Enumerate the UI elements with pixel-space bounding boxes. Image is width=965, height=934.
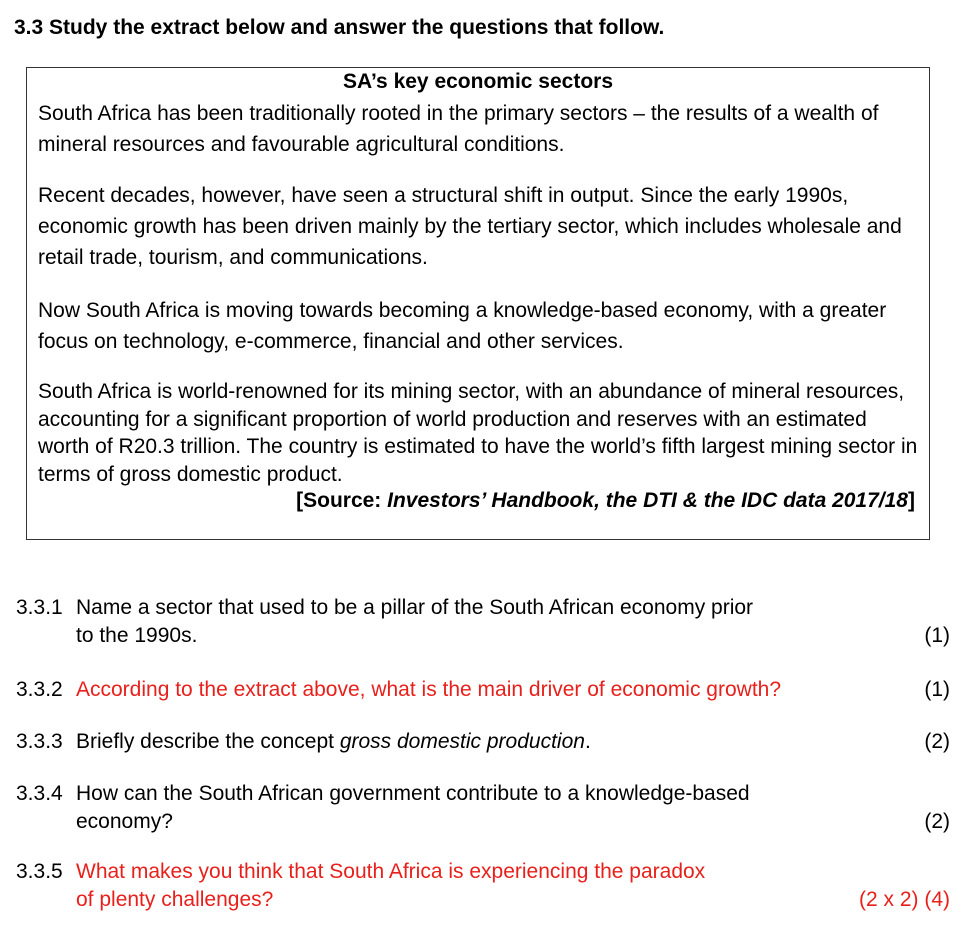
extract-source [296, 489, 915, 513]
question-text: How can the South African government contribute to a knowledge-based [76, 782, 750, 805]
question-text: According to the extract above, what is the main driver of economic growth? [76, 678, 782, 701]
source-title: Investors’ Handbook, the DTI & the IDC data 2017/18 [387, 489, 908, 512]
question-number: 3.3.2 [16, 678, 63, 701]
question-mark-allocation: (1) [924, 624, 950, 647]
extract-box [26, 67, 930, 540]
question-text: Name a sector that used to be a pillar of the South African economy prior [76, 596, 754, 619]
question-text: Briefly describe the concept [76, 730, 340, 753]
extract-paragraph-1: South Africa has been traditionally rooted in the primary sectors – the results of a wealth of mineral resources and favourable agricultural conditions. [38, 102, 879, 156]
question-number: 3.3.1 [16, 596, 63, 619]
question-3-3-2 [16, 676, 950, 704]
question-number: 3.3.5 [16, 860, 63, 883]
question-text-continued: of plenty challenges? [76, 888, 274, 911]
question-number: 3.3.3 [16, 730, 63, 753]
question-text-continued: to the 1990s. [76, 624, 198, 647]
question-3-3-5 [16, 858, 950, 914]
question-mark-allocation: (2) [924, 810, 950, 833]
extract-paragraph-4: South Africa is world-renowned for its mining sector, with an abundance of mineral resources, accounting for a significant proportion of world production and reserves with an estimated worth of R20.3 trillion. The country is estimated to have the world’s fifth largest mining sector in terms of gross domestic product. [38, 380, 918, 486]
question-text-continued: economy? [76, 810, 173, 833]
source-suffix: ] [908, 489, 915, 512]
question-text: What makes you think that South Africa is experiencing the paradox [76, 860, 706, 883]
question-mark-allocation: (2 x 2) (4) [858, 888, 950, 911]
question-3-3-3 [16, 728, 950, 756]
question-3-3-4 [16, 780, 950, 836]
question-mark-allocation: (1) [924, 678, 950, 701]
source-prefix: [Source: [296, 489, 388, 512]
question-text-end: . [584, 730, 591, 753]
question-term: gross domestic production [339, 730, 585, 753]
extract-paragraph-3: Now South Africa is moving towards becoming a knowledge-based economy, with a greater focus on technology, e-commerce, financial and other services. [38, 299, 887, 353]
extract-paragraph-2: Recent decades, however, have seen a structural shift in output. Since the early 1990s, economic growth has been driven mainly by the tertiary sector, which includes wholesale and retail trade, tourism, and communications. [38, 184, 902, 269]
question-mark-allocation: (2) [924, 730, 950, 753]
extract-title: SA’s key economic sectors [342, 70, 614, 93]
section-heading: 3.3 Study the extract below and answer the questions that follow. [14, 16, 665, 39]
question-3-3-1 [16, 594, 950, 650]
question-number: 3.3.4 [16, 782, 63, 805]
